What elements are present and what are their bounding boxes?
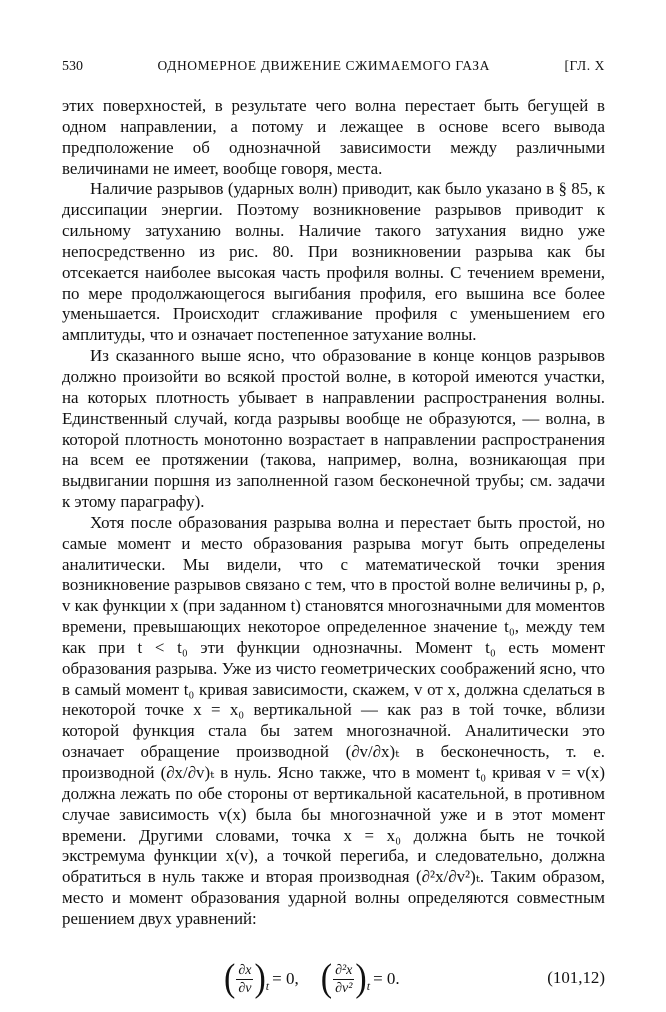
- equals-zero: = 0.: [373, 969, 400, 988]
- subscript-t: t: [265, 979, 270, 993]
- fraction-denominator: ∂v²: [335, 980, 353, 996]
- chapter-label: [ГЛ. X: [564, 58, 605, 73]
- fraction-second-derivative: [333, 963, 354, 996]
- fraction-denominator: ∂v: [238, 980, 252, 996]
- fraction-numerator: ∂x: [238, 962, 252, 978]
- running-header: [62, 58, 605, 80]
- fraction-first-derivative: [236, 963, 253, 996]
- equals-zero: = 0,: [272, 969, 299, 988]
- page: [62, 58, 605, 1000]
- equation-block: [62, 952, 605, 1012]
- right-paren: ): [355, 957, 367, 1000]
- paragraph-2: Наличие разрывов (ударных волн) приводит, как было указано в § 85, к диссипации энергии. Поэтому возникновение разрывов приводит к сильному затуханию волны. Наличие такого затухания видно уже непосредственно из рис. 80. При возникновении разрыва как бы отсекается наиболее высокая часть профиля волны. С течением времени, по мере продолжающегося выгибания профиля, его вышина все более уменьшается. Происходит сглаживание профиля с уменьшением его амплитуды, что и означает постепенное затухание волны.: [62, 179, 605, 345]
- left-paren: (: [320, 957, 333, 1000]
- equation-number: (101,12): [547, 968, 605, 987]
- fraction-numerator: ∂²x: [335, 962, 353, 978]
- page-number: 530: [62, 59, 83, 74]
- left-paren: (: [224, 957, 236, 1000]
- paragraph-3: Из сказанного выше ясно, что образование в конце концов разрывов должно произойти во всякой простой волне, в которой имеются участки, на которых плотность убывает в направлении распространения волны. Единственный случай, когда разрывы вообще не образуются, — волна, в которой плотность монотонно возрастает в направлении распространения на всем ее протяжении (такова, например, волна, возникающая при выдвигании поршня из заполненной газом бесконечной трубы; см. задачи к этому параграфу).: [62, 346, 605, 512]
- equation-expression: [224, 957, 400, 1000]
- paragraph-1: этих поверхностей, в результате чего волна перестает быть бегущей в одном направлении, а потому и лежащее в основе всего вывода предположение об однозначной зависимости между различными величинами не имеет, вообще говоря, места.: [62, 96, 605, 178]
- right-paren: ): [254, 957, 266, 1000]
- subscript-t: t: [366, 979, 371, 993]
- paragraph-4: Хотя после образования разрыва волна и перестает быть простой, но самые момент и место образования разрыва могут быть определены аналитически. Мы видели, что с математической точки зрения возникновение разрывов связано с тем, что в простой волне величины p, ρ, v как функции x (при заданном t) становятся многозначными для моментов времени, превышающих некоторое определенное значение t₀, между тем как при t < t₀ эти функции однозначны. Момент t₀ есть момент образования разрыва. Уже из чисто геометрических соображений ясно, что в самый момент t₀ кривая зависимости, скажем, v от x, должна сделаться в некоторой точке x = x₀ вертикальной — как раз в той точке, вблизи которой функция стала бы затем многозначной. Аналитически это означает обращение производной (∂v/∂x)ₜ в бесконечность, т. е. производной (∂x/∂v)ₜ в нуль. Ясно также, что в момент t₀ кривая v = v(x) должна лежать по обе стороны от вертикальной касательной, в противном случае зависимость v(x) была бы многозначной уже и в этот момент времени. Другими словами, точка x = x₀ должна быть не точкой экстремума функции x(v), а точкой перегиба, и следовательно, должна обратиться в нуль также и вторая производная (∂²x/∂v²)ₜ. Таким образом, место и момент образования ударной волны определяются совместным решением двух уравнений:: [62, 512, 605, 928]
- running-title: ОДНОМЕРНОЕ ДВИЖЕНИЕ СЖИМАЕМОГО ГАЗА: [157, 58, 490, 73]
- body-text: [62, 96, 605, 930]
